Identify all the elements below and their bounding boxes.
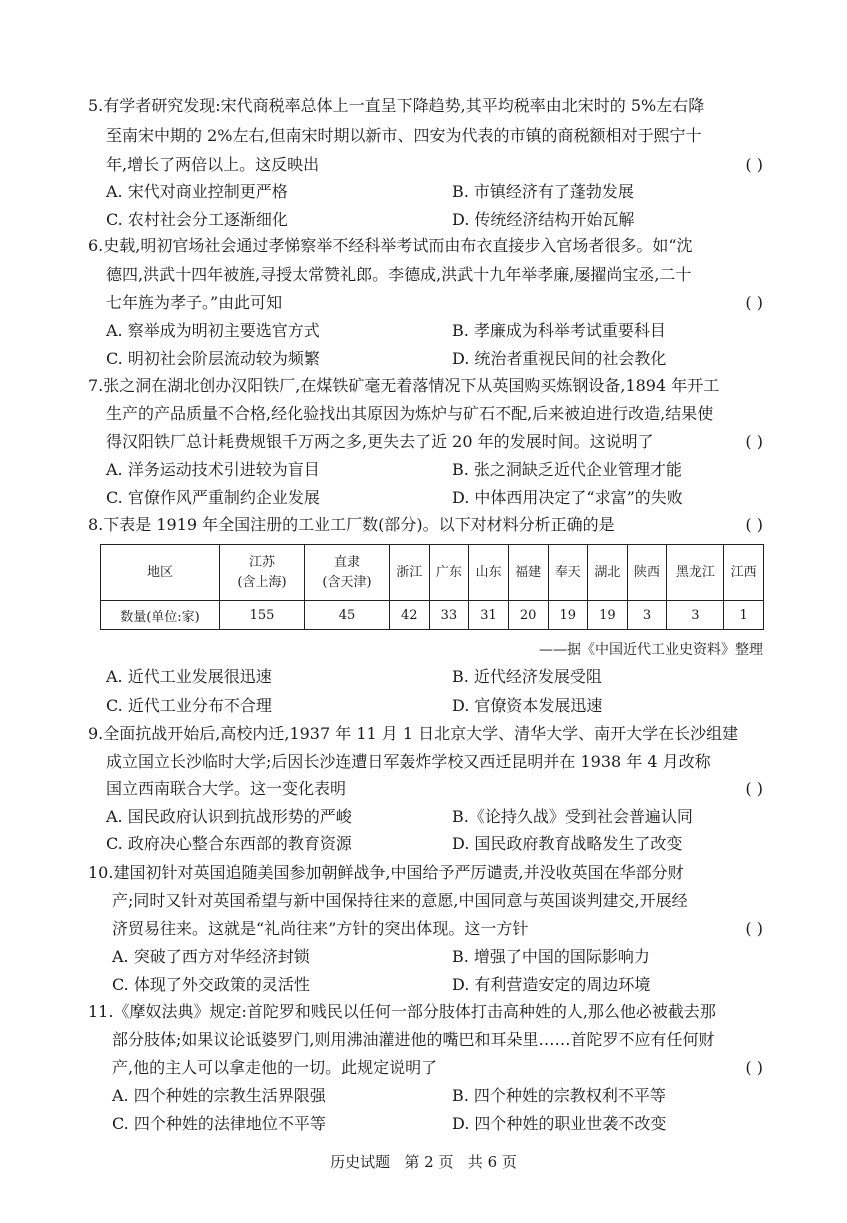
q7-option-d[interactable]: D. 中体西用决定了“求富”的失败	[452, 488, 683, 507]
q10-option-d[interactable]: D. 有利营造安定的周边环境	[452, 975, 651, 994]
table-cell: 31	[469, 601, 509, 630]
table-header-cell: 直隶 (含天津)	[305, 545, 390, 601]
q6-option-a[interactable]: A. 察举成为明初主要选官方式	[106, 321, 320, 340]
q6-option-b[interactable]: B. 孝廉成为科举考试重要科目	[452, 321, 666, 340]
q5-option-a[interactable]: A. 宋代对商业控制更严格	[106, 182, 288, 201]
q10-answer-parentheses: ( )	[745, 919, 763, 938]
factory-count-table	[100, 544, 764, 630]
q6-answer-parentheses: ( )	[745, 293, 763, 312]
q6-line-1: 6.史载,明初官场社会通过孝悌察举不经科举考试而由布衣直接步入官场者很多。如“沈	[88, 236, 693, 255]
table-header-cell: 陕西	[627, 545, 667, 601]
q10-line-2: 产;同时又针对英国希望与新中国保持往来的意愿,中国同意与英国谈判建交,开展经	[112, 891, 688, 910]
q9-line-1: 9.全面抗战开始后,高校内迁,1937 年 11 月 1 日北京大学、清华大学、南开大学在长沙组建	[88, 724, 739, 743]
q6-option-c[interactable]: C. 明初社会阶层流动较为频繁	[106, 349, 320, 368]
q7-line-3	[106, 430, 763, 454]
q9-answer-parentheses: ( )	[745, 779, 763, 798]
q5-stem-end: 年,增长了两倍以上。这反映出	[106, 155, 320, 174]
q6-line-3	[106, 291, 763, 315]
q7-answer-parentheses: ( )	[745, 432, 763, 451]
q7-line-2: 生产的产品质量不合格,经化验找出其原因为炼炉与矿石不配,后来被迫进行改造,结果使	[106, 404, 714, 423]
table-cell: 45	[305, 601, 390, 630]
q5-option-b[interactable]: B. 市镇经济有了蓬勃发展	[452, 182, 634, 201]
q11-option-a[interactable]: A. 四个种姓的宗教生活界限强	[112, 1086, 326, 1105]
q10-option-a[interactable]: A. 突破了西方对华经济封锁	[112, 947, 310, 966]
table-header-cell: 江苏 (含上海)	[220, 545, 305, 601]
q5-answer-parentheses: ( )	[745, 155, 763, 174]
table-cell: 3	[667, 601, 724, 630]
table-header-cell: 湖北	[588, 545, 628, 601]
q11-stem-end: 产,他的主人可以拿走他的一切。此规定说明了	[112, 1058, 438, 1077]
q7-line-1: 7.张之洞在湖北创办汉阳铁厂,在煤铁矿毫无着落情况下从英国购买炼钢设备,1894 年开工	[88, 376, 720, 395]
q11-line-2: 部分肢体;如果议论诋婆罗门,则用沸油灌进他的嘴巴和耳朵里……首陀罗不应有任何财	[112, 1030, 715, 1049]
q9-stem-end: 国立西南联合大学。这一变化表明	[106, 779, 347, 798]
q9-line-2: 成立国立长沙临时大学;后因长沙连遭日军轰炸学校又西迁昆明并在 1938 年 4 月改称	[106, 752, 711, 771]
table-source-note: ——据《中国近代工业史资料》整理	[539, 642, 763, 658]
q5-line-2: 至南宋中期的 2%左右,但南宋时期以新市、四安为代表的市镇的商税额相对于熙宁十	[106, 126, 702, 145]
table-cell: 42	[390, 601, 430, 630]
q7-option-c[interactable]: C. 官僚作风严重制约企业发展	[106, 488, 320, 507]
q6-line-2: 德四,洪武十四年被旌,寻授太常赞礼郎。李德成,洪武十九年举孝廉,屡擢尚宝丞,二十	[106, 265, 692, 284]
q11-line-1: 11.《摩奴法典》规定:首陀罗和贱民以任何一部分肢体打击高种姓的人,那么他必被截去那	[88, 1002, 716, 1021]
table-header-cell: 山东	[469, 545, 509, 601]
q9-option-b[interactable]: B.《论持久战》受到社会普遍认同	[452, 807, 693, 826]
q8-option-a[interactable]: A. 近代工业发展很迅速	[106, 667, 272, 686]
table-header-row	[101, 545, 764, 601]
q7-option-b[interactable]: B. 张之洞缺乏近代企业管理才能	[452, 460, 682, 479]
q5-line-1: 5.有学者研究发现:宋代商税率总体上一直呈下降趋势,其平均税率由北宋时的 5%左右降	[88, 96, 705, 115]
q8-option-b[interactable]: B. 近代经济发展受阻	[452, 667, 602, 686]
q11-option-c[interactable]: C. 四个种姓的法律地位不平等	[112, 1114, 326, 1133]
q9-option-c[interactable]: C. 政府决心整合东西部的教育资源	[106, 834, 352, 853]
q10-option-b[interactable]: B. 增强了中国的国际影响力	[452, 947, 650, 966]
q11-option-d[interactable]: D. 四个种姓的职业世袭不改变	[452, 1114, 667, 1133]
table-cell: 19	[588, 601, 628, 630]
table-header-cell: 福建	[508, 545, 548, 601]
table-cell: 155	[220, 601, 305, 630]
q11-answer-parentheses: ( )	[745, 1058, 763, 1077]
q10-option-c[interactable]: C. 体现了外交政策的灵活性	[112, 975, 310, 994]
q5-option-c[interactable]: C. 农村社会分工逐渐细化	[106, 210, 288, 229]
table-header-cell: 江西	[724, 545, 764, 601]
q6-stem-end: 七年旌为孝子。”由此可知	[106, 293, 283, 312]
q9-option-a[interactable]: A. 国民政府认识到抗战形势的严峻	[106, 807, 352, 826]
q8-stem: 8.下表是 1919 年全国注册的工业工厂数(部分)。以下对材料分析正确的是	[88, 515, 615, 534]
q7-stem-end: 得汉阳铁厂总计耗费规银千万两之多,更失去了近 20 年的发展时间。这说明了	[106, 432, 654, 451]
table-header-cell: 奉天	[548, 545, 588, 601]
q8-answer-parentheses: ( )	[745, 515, 763, 534]
q10-line-3	[112, 917, 763, 941]
q5-line-3	[106, 153, 763, 177]
table-header-cell: 地区	[101, 545, 220, 601]
table-cell: 1	[724, 601, 764, 630]
q10-stem-end: 济贸易往来。这就是“礼尚往来”方针的突出体现。这一方针	[112, 919, 529, 938]
table-cell: 3	[627, 601, 667, 630]
table-header-cell: 广东	[429, 545, 469, 601]
table-cell: 数量(单位:家)	[101, 601, 220, 630]
table-cell: 19	[548, 601, 588, 630]
q6-option-d[interactable]: D. 统治者重视民间的社会教化	[452, 349, 667, 368]
q9-option-d[interactable]: D. 国民政府教育战略发生了改变	[452, 834, 683, 853]
q11-option-b[interactable]: B. 四个种姓的宗教权利不平等	[452, 1086, 666, 1105]
page-footer: 历史试题 第 2 页 共 6 页	[330, 1153, 517, 1171]
table-header-cell: 浙江	[390, 545, 430, 601]
q8-option-c[interactable]: C. 近代工业分布不合理	[106, 696, 272, 715]
q10-line-1: 10.建国初针对英国追随美国参加朝鲜战争,中国给予严厉谴责,并没收英国在华部分财	[88, 863, 684, 882]
q5-option-d[interactable]: D. 传统经济结构开始瓦解	[452, 210, 635, 229]
q8-option-d[interactable]: D. 官僚资本发展迅速	[452, 696, 603, 715]
table-header-cell: 黑龙江	[667, 545, 724, 601]
table-cell: 20	[508, 601, 548, 630]
table-cell: 33	[429, 601, 469, 630]
q11-line-3	[112, 1056, 763, 1080]
q7-option-a[interactable]: A. 洋务运动技术引进较为盲目	[106, 460, 320, 479]
table-row	[101, 601, 764, 630]
q9-line-3	[106, 777, 763, 801]
q8-line-1	[88, 513, 763, 537]
